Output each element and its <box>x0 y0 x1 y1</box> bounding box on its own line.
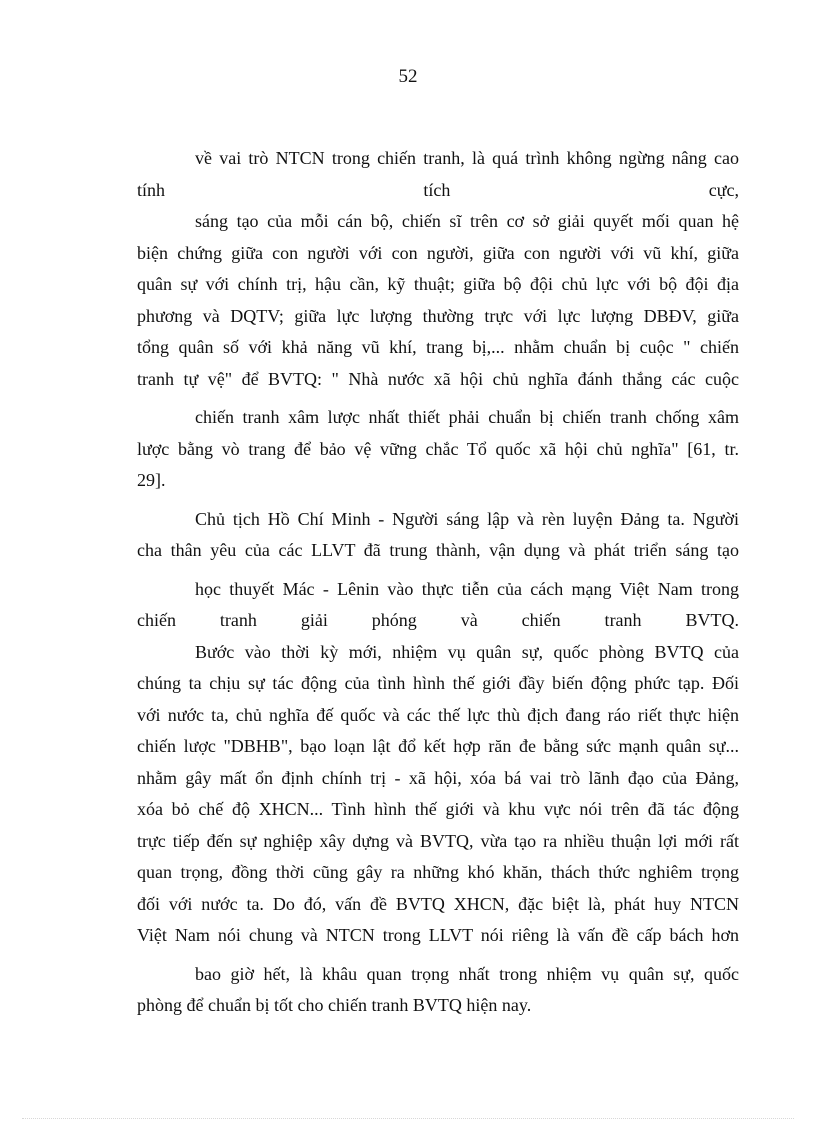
text-line: chiến lược "DBHB", bạo loạn lật đổ kết hợp răn đe bằng sức mạnh quân sự... <box>137 736 739 756</box>
text-line: biện chứng giữa con người với con người, giữa con người với vũ khí, giữa <box>137 242 739 263</box>
text-line: tính tích cực, <box>137 179 739 200</box>
text-line: lược bằng vò trang để bảo vệ vững chắc Tổ quốc xã hội chủ nghĩa" [61, tr. <box>137 438 739 459</box>
text-line: Việt Nam nói chung và NTCN trong LLVT nói riêng là vấn đề cấp bách hơn <box>137 925 739 945</box>
text-line: tổng quân số với khả năng vũ khí, trang bị,... nhằm chuẩn bị cuộc " chiến <box>137 337 739 357</box>
text-line: chúng ta chịu sự tác động của tình hình thế giới đầy biến động phức tạp. Đối <box>137 673 739 693</box>
text-line: sáng tạo của mỗi cán bộ, chiến sĩ trên cơ sở giải quyết mối quan hệ <box>195 211 739 231</box>
text-line: bao giờ hết, là khâu quan trọng nhất trong nhiệm vụ quân sự, quốc <box>195 963 739 984</box>
text-line: về vai trò NTCN trong chiến tranh, là quá trình không ngừng nâng cao <box>195 148 739 168</box>
text-line: đối với nước ta. Do đó, vấn đề BVTQ XHCN, đặc biệt là, phát huy NTCN <box>137 893 739 914</box>
text-line: với nước ta, chủ nghĩa đế quốc và các thế lực thù địch đang ráo riết thực hiện <box>137 704 739 725</box>
text-line: phòng để chuẩn bị tốt cho chiến tranh BVTQ hiện nay. <box>137 995 532 1015</box>
text-line: học thuyết Mác - Lênin vào thực tiễn của cách mạng Việt Nam trong <box>195 578 739 599</box>
text-line: trực tiếp đến sự nghiệp xây dựng và BVTQ, vừa tạo ra nhiều thuận lợi mới rất <box>137 830 739 851</box>
text-line: Chủ tịch Hồ Chí Minh - Người sáng lập và rèn luyện Đảng ta. Người <box>195 508 739 529</box>
body-text <box>137 143 739 1022</box>
text-line: phương và DQTV; giữa lực lượng thường trực với lực lượng DBĐV, giữa <box>137 305 739 326</box>
text-line: chiến tranh xâm lược nhất thiết phải chuẩn bị chiến tranh chống xâm <box>195 407 739 427</box>
text-line: quan trọng, đồng thời cũng gây ra những khó khăn, thách thức nghiêm trọng <box>137 862 739 882</box>
text-line: cha thân yêu của các LLVT đã trung thành, vận dụng và phát triển sáng tạo <box>137 540 739 560</box>
text-line: nhằm gây mất ổn định chính trị - xã hội, xóa bá vai trò lãnh đạo của Đảng, <box>137 767 739 788</box>
page-number: 52 <box>398 66 418 87</box>
text-line: 29]. <box>137 470 166 490</box>
text-line: quân sự với chính trị, hậu cần, kỹ thuật; giữa bộ đội chủ lực với bộ đội địa <box>137 274 739 294</box>
text-line: Bước vào thời kỳ mới, nhiệm vụ quân sự, quốc phòng BVTQ của <box>195 641 739 662</box>
page-bottom-divider <box>22 1118 794 1119</box>
text-line: tranh tự vệ" để BVTQ: " Nhà nước xã hội chủ nghĩa đánh thắng các cuộc <box>137 368 739 389</box>
text-line: xóa bỏ chế độ XHCN... Tình hình thế giới và khu vực nói trên đã tác động <box>137 799 739 819</box>
text-line: chiến tranh giải phóng và chiến tranh BVTQ. <box>137 610 739 630</box>
